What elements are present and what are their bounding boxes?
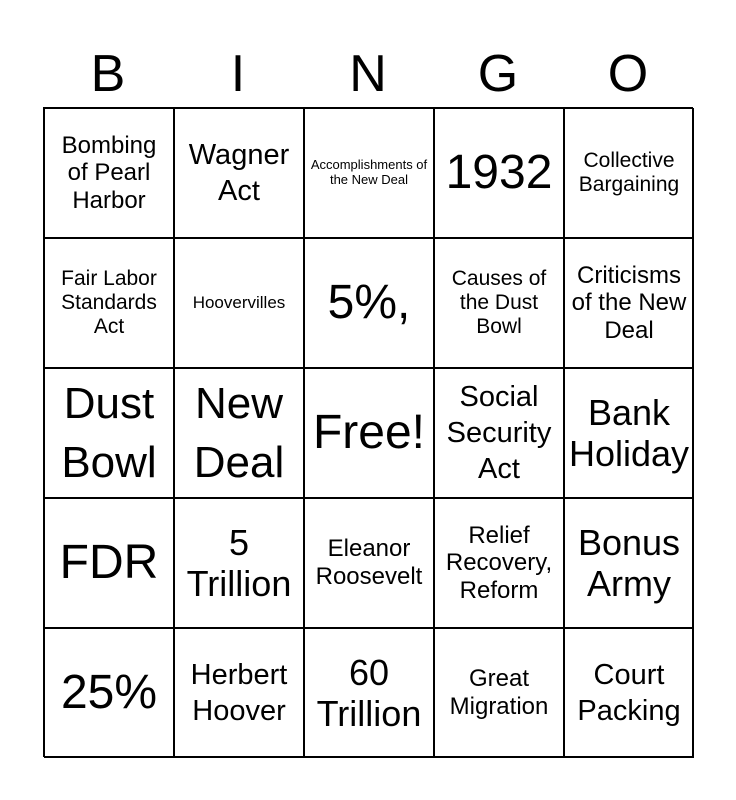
cell-text: Accomplishments of the New Deal <box>310 157 428 187</box>
cell-text: Bonus Army <box>577 521 681 604</box>
cell-text: 60 Trillion <box>316 651 422 734</box>
cell-text: Relief Recovery, Reform <box>445 521 553 604</box>
bingo-cell[interactable] <box>434 368 564 498</box>
bingo-cell[interactable] <box>564 628 694 758</box>
header-letter-o: O <box>607 45 649 103</box>
bingo-cell[interactable] <box>174 368 304 498</box>
bingo-cell[interactable] <box>44 628 174 758</box>
free-space-cell[interactable] <box>304 368 434 498</box>
bingo-cell[interactable] <box>564 108 694 238</box>
bingo-cell[interactable] <box>564 368 694 498</box>
bingo-cell[interactable] <box>304 628 434 758</box>
cell-text: Causes of the Dust Bowl <box>451 266 547 339</box>
bingo-cell[interactable] <box>44 498 174 628</box>
header-letter-n: N <box>349 45 387 103</box>
cell-text: 1932 <box>445 146 553 200</box>
bingo-cell[interactable] <box>44 238 174 368</box>
bingo-cell[interactable] <box>434 108 564 238</box>
cell-text: Bombing of Pearl Harbor <box>61 131 157 214</box>
header-letter-b: B <box>90 45 126 103</box>
bingo-cell[interactable] <box>304 108 434 238</box>
bingo-cell[interactable] <box>174 108 304 238</box>
bingo-cell[interactable] <box>174 628 304 758</box>
bingo-cell[interactable] <box>304 498 434 628</box>
bingo-cell[interactable] <box>434 238 564 368</box>
cell-text: 5%, <box>327 276 411 330</box>
bingo-cell[interactable] <box>174 498 304 628</box>
cell-text: Collective Bargaining <box>578 148 680 196</box>
header-letter-i: I <box>230 45 246 103</box>
bingo-board <box>43 107 693 757</box>
bingo-cell[interactable] <box>564 238 694 368</box>
bingo-cell[interactable] <box>44 108 174 238</box>
cell-text: Free! <box>312 406 426 460</box>
bingo-cell[interactable] <box>564 498 694 628</box>
bingo-cell[interactable] <box>44 368 174 498</box>
cell-text: Bank Holiday <box>568 391 690 474</box>
cell-text: Herbert Hoover <box>190 658 288 727</box>
bingo-cell[interactable] <box>434 628 564 758</box>
cell-text: Court Packing <box>577 658 681 727</box>
cell-text: FDR <box>59 536 159 590</box>
bingo-cell[interactable] <box>174 238 304 368</box>
header-letter-g: G <box>477 45 519 103</box>
cell-text: Eleanor Roosevelt <box>315 535 423 590</box>
bingo-header <box>43 40 693 108</box>
cell-text: Criticisms of the New Deal <box>571 261 687 344</box>
cell-text: Social Security Act <box>446 380 552 486</box>
cell-text: 25% <box>60 666 158 720</box>
cell-text: 5 Trillion <box>186 521 292 604</box>
bingo-cell[interactable] <box>304 238 434 368</box>
cell-text: Wagner Act <box>188 138 290 207</box>
cell-text: Hoovervilles <box>192 293 286 313</box>
bingo-cell[interactable] <box>434 498 564 628</box>
cell-text: Dust Bowl <box>61 378 157 487</box>
cell-text: Great Migration <box>449 665 549 720</box>
cell-text: Fair Labor Standards Act <box>61 266 157 339</box>
cell-text: New Deal <box>193 378 285 487</box>
